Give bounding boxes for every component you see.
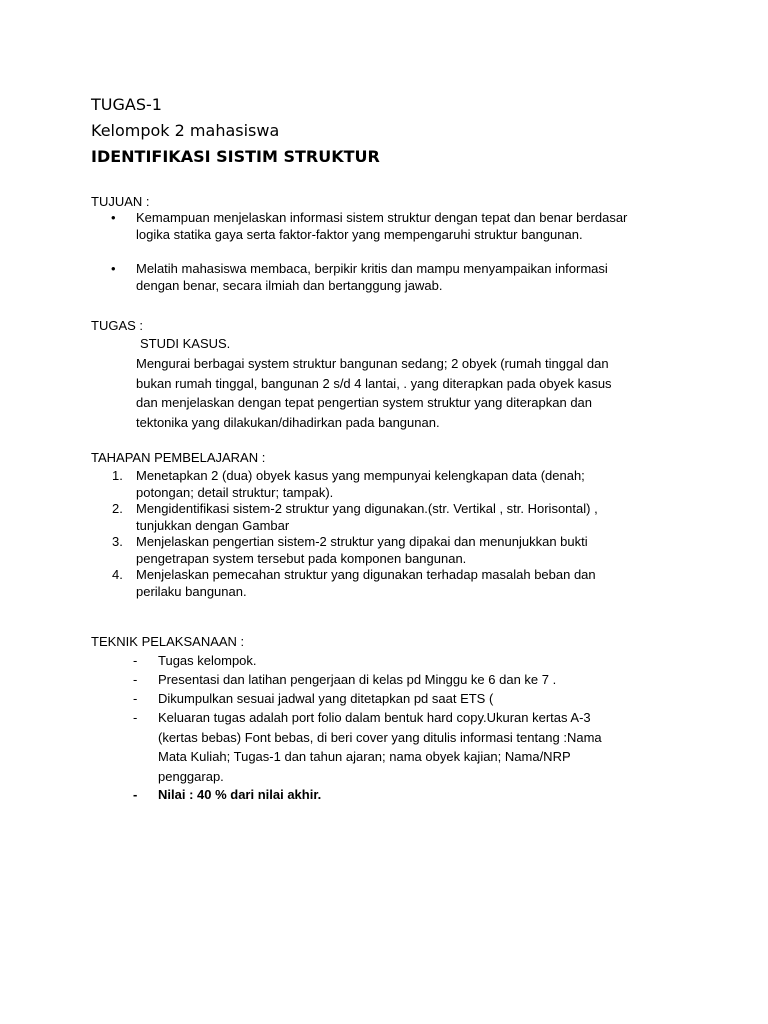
list-item <box>111 261 646 294</box>
list-text: Nilai : 40 % dari nilai akhir. <box>158 787 322 802</box>
list-item <box>112 501 636 534</box>
list-text: Menjelaskan pemecahan struktur yang digunakan terhadap masalah beban dan perilaku bangunan. <box>136 567 596 599</box>
list-item <box>133 708 633 786</box>
bullet-icon: • <box>111 261 116 276</box>
list-text: Dikumpulkan sesuai jadwal yang ditetapkan pd saat ETS ( <box>158 691 494 706</box>
list-text: Menjelaskan pengertian sistem-2 struktur yang dipakai dan menunjukkan bukti pengetrapan system tersebut pada komponen bangunan. <box>136 534 588 566</box>
list-item-grade <box>133 785 633 805</box>
dash-marker: - <box>133 787 138 802</box>
list-text: Keluaran tugas adalah port folio dalam bentuk hard copy.Ukuran kertas A-3 (kertas bebas) Font bebas, di beri cover yang ditulis informasi tentang :Nama Mata Kuliah; Tugas-1 dan tahun ajaran; nama obyek kajian; Nama/NRP penggarap. <box>158 710 602 784</box>
bullet-icon: • <box>111 210 116 225</box>
section-label-teknik: TEKNIK PELAKSANAAN : <box>91 634 245 649</box>
doc-subject: IDENTIFIKASI SISTIM STRUKTUR <box>91 147 380 166</box>
doc-group: Kelompok 2 mahasiswa <box>91 121 280 140</box>
list-item <box>133 689 633 709</box>
list-number: 3. <box>112 534 123 549</box>
list-item <box>133 651 633 671</box>
list-text: Mengidentifikasi sistem-2 struktur yang digunakan.(str. Vertikal , str. Horisontal) , tunjukkan dengan Gambar <box>136 501 598 533</box>
case-study-title: STUDI KASUS. <box>140 336 231 351</box>
list-text: Presentasi dan latihan pengerjaan di kelas pd Minggu ke 6 dan ke 7 . <box>158 672 557 687</box>
bullet-text: Kemampuan menjelaskan informasi sistem struktur dengan tepat dan benar berdasar logika statika gaya serta faktor-faktor yang mempengaruhi struktur bangunan. <box>136 210 628 242</box>
list-item <box>112 534 636 567</box>
list-item <box>112 468 636 501</box>
list-item <box>112 567 636 600</box>
section-label-tujuan: TUJUAN : <box>91 194 150 209</box>
list-item <box>111 210 646 243</box>
section-label-tahapan: TAHAPAN PEMBELAJARAN : <box>91 450 266 465</box>
list-item <box>133 670 633 690</box>
doc-title: TUGAS-1 <box>91 95 162 114</box>
dash-marker: - <box>133 710 138 725</box>
case-study-text: Mengurai berbagai system struktur bangunan sedang; 2 obyek (rumah tinggal dan bukan rumah tinggal, bangunan 2 s/d 4 lantai, . yang diterapkan pada obyek kasus dan menjelaskan dengan tepat pengertian system struktur yang diterapkan dan tektonika yang dilakukan/dihadirkan pada bangunan. <box>136 356 612 430</box>
dash-marker: - <box>133 672 138 687</box>
list-number: 1. <box>112 468 123 483</box>
list-number: 4. <box>112 567 123 582</box>
list-text: Tugas kelompok. <box>158 653 257 668</box>
bullet-text: Melatih mahasiswa membaca, berpikir kritis dan mampu menyampaikan informasi dengan benar, secara ilmiah dan bertanggung jawab. <box>136 261 608 293</box>
list-number: 2. <box>112 501 123 516</box>
section-label-tugas: TUGAS : <box>91 318 144 333</box>
dash-marker: - <box>133 653 138 668</box>
dash-marker: - <box>133 691 138 706</box>
list-text: Menetapkan 2 (dua) obyek kasus yang mempunyai kelengkapan data (denah; potongan; detail struktur; tampak). <box>136 468 585 500</box>
